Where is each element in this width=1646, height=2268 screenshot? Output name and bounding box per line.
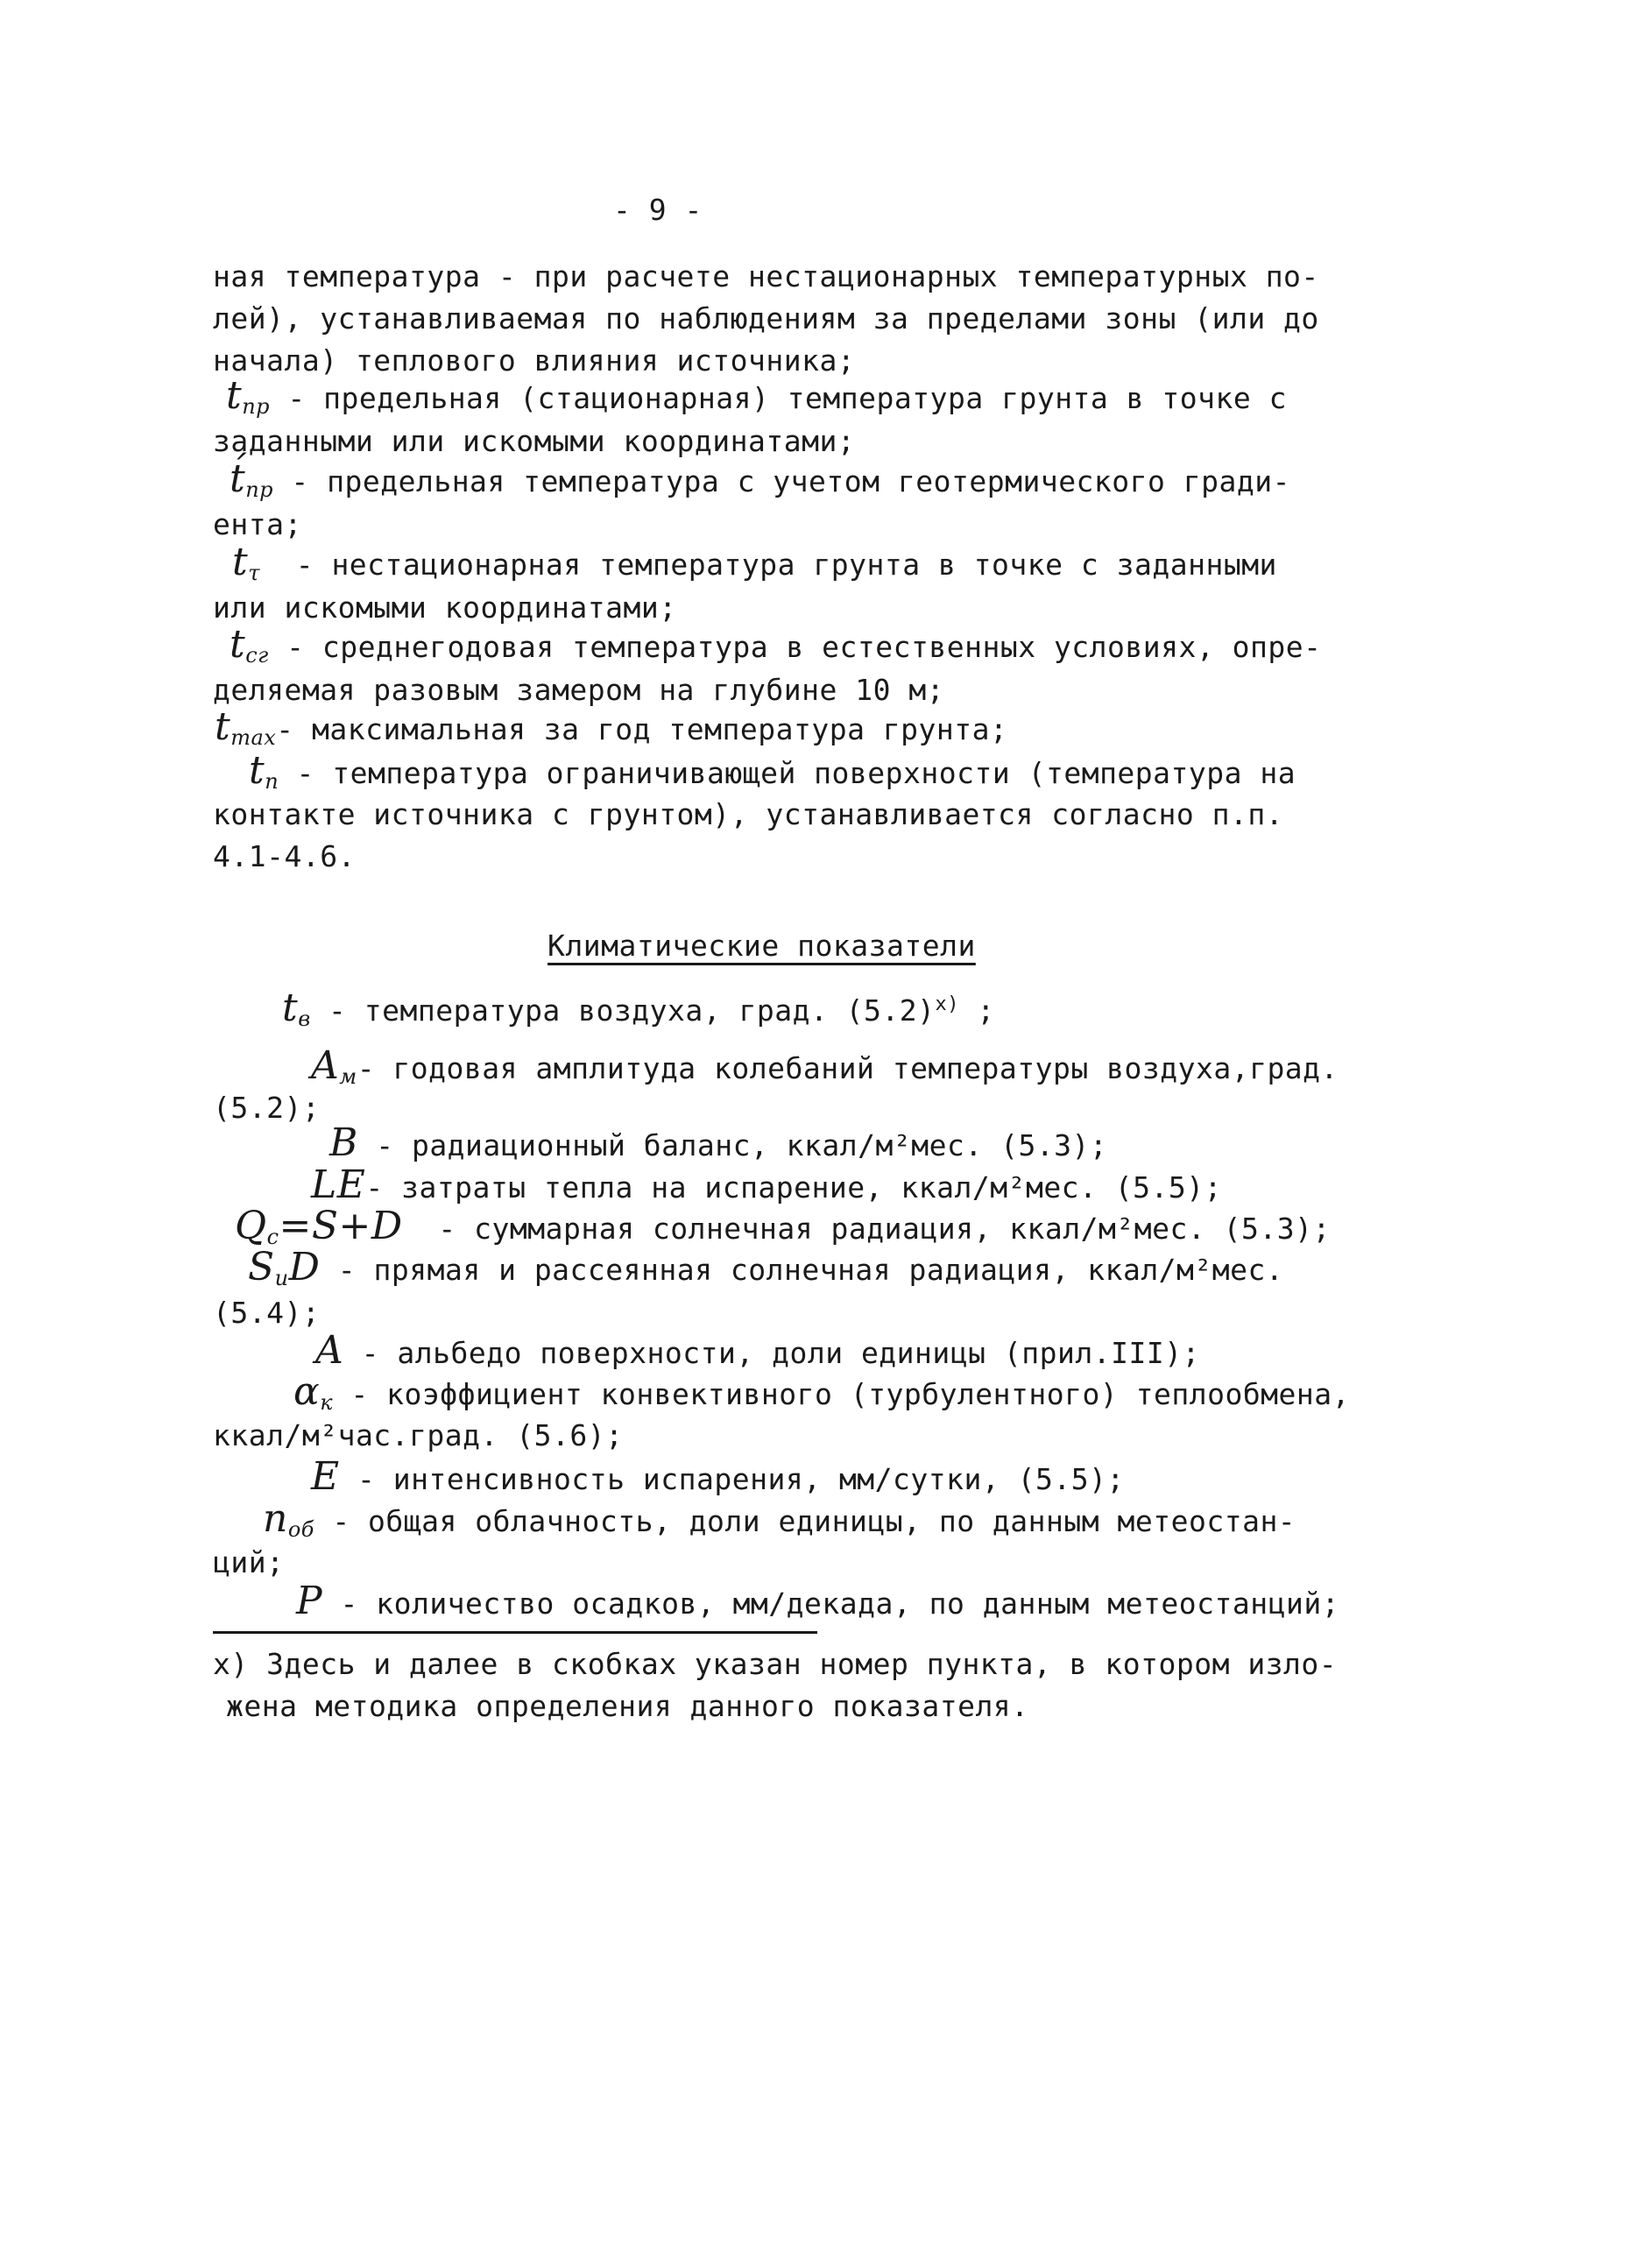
- symbol: t: [232, 540, 249, 584]
- symbol: t: [249, 748, 265, 793]
- text-line: - радиационный баланс, ккал/м²мес. (5.3);: [357, 1128, 1108, 1162]
- symbol: n: [263, 1496, 288, 1541]
- footnote-line: x) Здесь и далее в скобках указан номер пункта, в котором изло-: [213, 1647, 1338, 1681]
- subscript: c: [266, 1225, 279, 1249]
- definition-t-tau: [232, 540, 1277, 592]
- section-title: Климатические показатели: [547, 929, 976, 963]
- symbol: Q: [235, 1204, 267, 1248]
- subscript: пр: [242, 394, 271, 419]
- symbol: t: [215, 704, 231, 749]
- text-line: контакте источника с грунтом), устанавливается согласно п.п.: [213, 797, 1284, 831]
- text-line: - затраты тепла на испарение, ккал/м²мес. (5.5);: [365, 1170, 1222, 1205]
- subscript: м: [339, 1064, 357, 1089]
- symbol: P: [296, 1579, 323, 1623]
- symbol: t: [282, 986, 299, 1030]
- text-line: - температура воздуха, град. (5.2): [310, 993, 936, 1028]
- text-line: (5.2);: [213, 1091, 321, 1125]
- symbol: D: [288, 1245, 321, 1289]
- subscript: u: [274, 1266, 289, 1290]
- text-line: ента;: [213, 507, 302, 541]
- text-line: - количество осадков, мм/декада, по данным метеостанций;: [322, 1586, 1340, 1621]
- definition-t-pr-prime: [230, 456, 1290, 509]
- symbol: t: [230, 622, 246, 667]
- symbol: t́: [230, 456, 246, 501]
- text-line: - альбедо поверхности, доли единицы (прил.III);: [343, 1336, 1200, 1370]
- text-line: - нестационарная температура грунта в точке с заданными: [259, 548, 1277, 582]
- subscript: пр: [245, 477, 274, 502]
- text-line: заданными или искомыми координатами;: [213, 424, 856, 458]
- text-line: - интенсивность испарения, мм/сутки, (5.5);: [339, 1462, 1125, 1496]
- text-line: - максимальная за год температура грунта;: [276, 712, 1008, 746]
- symbol: E: [311, 1454, 340, 1499]
- subscript: к: [320, 1390, 334, 1415]
- footnote-line: жена методика определения данного показателя.: [226, 1689, 1029, 1723]
- symbol: LE: [311, 1162, 366, 1207]
- indicator-tv: [282, 986, 995, 1038]
- symbol: α: [293, 1369, 321, 1414]
- symbol: S: [248, 1245, 275, 1289]
- definition-t-max: [215, 704, 1008, 757]
- text-line: - прямая и рассеянная солнечная радиация, ккал/м²мес.: [320, 1253, 1284, 1287]
- symbol: A: [315, 1328, 344, 1373]
- text-line: - температура ограничивающей поверхности (температура на: [279, 756, 1296, 790]
- text-line: - годовая амплитуда колебаний температуры воздуха,град.: [357, 1051, 1339, 1085]
- definition-t-p: [249, 748, 1296, 801]
- text-line: ккал/м²час.град. (5.6);: [213, 1418, 624, 1452]
- text-line: - среднегодовая температура в естественных условиях, опре-: [268, 630, 1322, 664]
- definition-t-pr: [226, 373, 1287, 426]
- indicator-a: [315, 1328, 1200, 1373]
- subscript: п: [265, 769, 279, 794]
- text-line: начала) теплового влияния источника;: [213, 343, 856, 378]
- footnote-divider: [213, 1631, 817, 1634]
- symbol: A: [311, 1043, 340, 1088]
- indicator-le: [311, 1162, 1222, 1207]
- text-line: лей), устанавливаемая по наблюдениям за пределами зоны (или до: [213, 301, 1319, 336]
- text-line: - общая облачность, доли единицы, по данным метеостан-: [314, 1504, 1296, 1538]
- symbol: t: [226, 373, 243, 418]
- text-line: ций;: [213, 1545, 285, 1579]
- indicator-nob: [263, 1496, 1296, 1549]
- footnote-mark: x): [935, 993, 960, 1015]
- indicator-p: [296, 1579, 1340, 1623]
- text-line: (5.4);: [213, 1296, 321, 1330]
- subscript: max: [230, 725, 277, 750]
- text-line: 4.1-4.6.: [213, 839, 356, 873]
- indicator-b: [329, 1120, 1108, 1165]
- indicator-e: [311, 1454, 1125, 1499]
- page-number: - 9 -: [613, 193, 703, 227]
- subscript: cг: [245, 643, 269, 668]
- indicator-sd: [248, 1245, 1284, 1297]
- subscript: в: [298, 1007, 311, 1031]
- subscript: τ: [248, 561, 260, 585]
- text-line: ;: [959, 993, 995, 1028]
- subscript: об: [287, 1517, 314, 1542]
- text-line: - предельная (стационарная) температура грунта в точке с: [270, 381, 1287, 415]
- indicator-alpha: [293, 1369, 1351, 1422]
- text-line: или искомыми координатами;: [213, 590, 677, 625]
- definition-t-cg: [230, 622, 1322, 675]
- text-line: - коэффициент конвективного (турбулентного) теплообмена,: [333, 1377, 1351, 1411]
- text-line: - суммарная солнечная радиация, ккал/м²мес. (5.3);: [402, 1212, 1331, 1246]
- indicator-am: [311, 1043, 1339, 1096]
- text-line: ная температура - при расчете нестационарных температурных по-: [213, 259, 1319, 293]
- text-line: деляемая разовым замером на глубине 10 м;: [213, 673, 945, 707]
- symbol: =S+D: [279, 1204, 403, 1248]
- symbol: B: [329, 1120, 358, 1165]
- text-line: - предельная температура с учетом геотермического гради-: [273, 464, 1290, 498]
